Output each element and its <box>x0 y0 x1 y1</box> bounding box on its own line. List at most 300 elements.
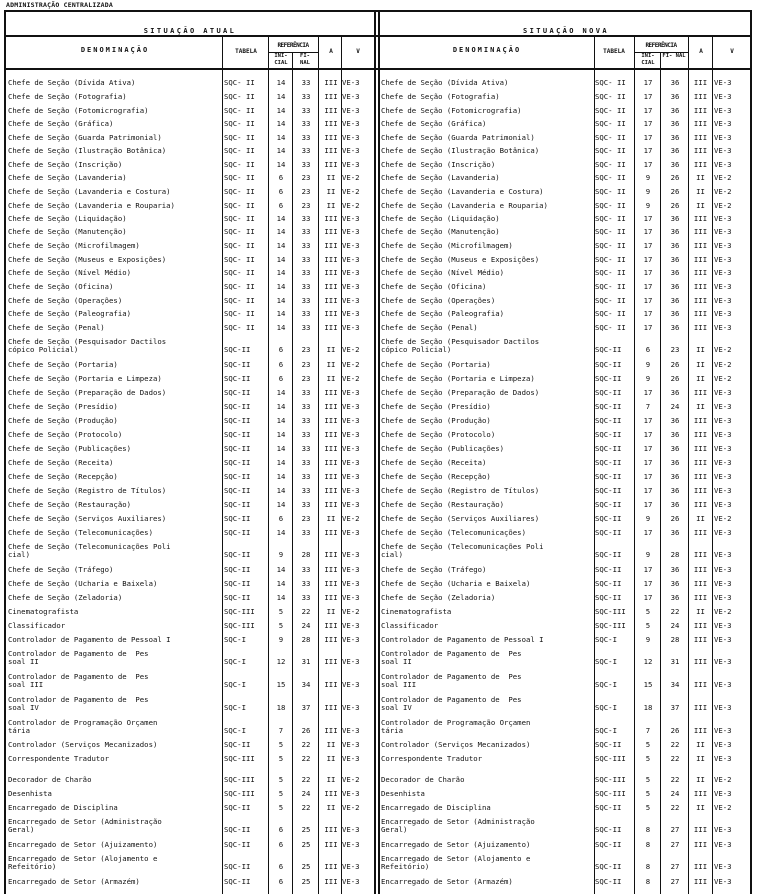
right-denominacao-cell: Decorador de Charão <box>381 775 465 784</box>
right-ref-final-cell: 27 <box>670 840 680 849</box>
right-tabela-cell: SQC-II <box>595 472 622 481</box>
left-a-cell: III <box>324 146 338 155</box>
left-denominacao-cell: Chefe de Seção (Nível Médio) <box>8 268 132 277</box>
right-ref-final-cell: 36 <box>670 458 680 467</box>
right-ref-inicial-cell: 15 <box>643 680 653 689</box>
left-v-cell: VE-3 <box>342 282 360 291</box>
left-tabela-cell: SQC- II <box>224 92 255 101</box>
left-ref-final-cell: 23 <box>301 374 311 383</box>
right-ref-final-cell: 22 <box>670 754 680 763</box>
right-a-cell: II <box>696 402 705 411</box>
left-tabela-cell: SQC-II <box>224 565 251 574</box>
column-rule <box>318 35 319 894</box>
left-tabela-cell: SQC-II <box>224 486 251 495</box>
left-ref-final-cell: 25 <box>301 862 311 871</box>
right-v-cell: VE-3 <box>714 565 732 574</box>
left-denominacao-cell: Encarregado de Setor (Armazém) <box>8 877 140 886</box>
left-ref-final-cell: 23 <box>301 360 311 369</box>
left-denominacao-cell: Controlador de Pagamento de Pes soal IV <box>8 695 149 712</box>
left-a-cell: III <box>324 255 338 264</box>
left-tabela-cell: SQC-II <box>224 740 251 749</box>
right-ref-inicial-cell: 8 <box>645 877 651 886</box>
right-ref-inicial-cell: 8 <box>645 862 651 871</box>
right-v-cell: VE-3 <box>714 106 732 115</box>
left-a-cell: III <box>324 565 338 574</box>
left-denominacao-cell: Chefe de Seção (Serviços Auxiliares) <box>8 514 167 523</box>
left-a-cell: II <box>326 754 336 763</box>
left-denominacao-cell: Chefe de Seção (Inscrição) <box>8 160 123 169</box>
right-v-cell: VE-3 <box>714 550 732 559</box>
right-tabela-cell: SQC-II <box>595 550 622 559</box>
left-tabela-cell: SQC-II <box>224 458 251 467</box>
right-tabela-cell: SQC-II <box>595 500 622 509</box>
right-tabela-cell: SQC-III <box>595 621 626 630</box>
left-tabela-cell: SQC-III <box>224 775 255 784</box>
left-ref-final-cell: 25 <box>301 840 311 849</box>
left-denominacao-cell: Chefe de Seção (Penal) <box>8 323 105 332</box>
left-denominacao-cell: Chefe de Seção (Tráfego) <box>8 565 114 574</box>
left-a-cell: III <box>324 388 338 397</box>
left-v-cell: VE-3 <box>342 133 360 142</box>
right-tabela-cell: SQC- II <box>595 106 626 115</box>
right-a-cell: II <box>696 740 705 749</box>
left-a-cell: II <box>326 374 336 383</box>
right-denominacao-cell: Encarregado de Setor (Alojamento e Refeitório) <box>381 854 531 871</box>
right-denominacao-cell: Encarregado de Setor (Administração Geral) <box>381 817 535 834</box>
left-a-cell: III <box>324 458 338 467</box>
left-ref-inicial-cell: 14 <box>276 323 286 332</box>
left-ref-final-cell: 24 <box>301 621 311 630</box>
left-denominacao-cell: Chefe de Seção (Portaria e Limpeza) <box>8 374 162 383</box>
left-ref-inicial-cell: 5 <box>278 789 284 798</box>
right-ref-inicial-cell: 17 <box>643 444 653 453</box>
left-tabela-cell: SQC- II <box>224 133 255 142</box>
right-tabela-cell: SQC-II <box>595 486 622 495</box>
right-ref-inicial-cell: 9 <box>645 550 651 559</box>
right-ref-inicial-cell: 17 <box>643 416 653 425</box>
left-denominacao-cell: Chefe de Seção (Dívida Ativa) <box>8 78 136 87</box>
right-tabela-cell: SQC-I <box>595 703 617 712</box>
right-ref-inicial-cell: 7 <box>645 402 651 411</box>
right-ref-final-cell: 36 <box>670 119 680 128</box>
left-tabela-cell: SQC- II <box>224 282 255 291</box>
right-ref-inicial-cell: 17 <box>643 528 653 537</box>
left-denominacao-cell: Chefe de Seção (Receita) <box>8 458 114 467</box>
left-denominacao-cell: Chefe de Seção (Restauração) <box>8 500 132 509</box>
right-a-cell: III <box>693 840 708 849</box>
right-v-cell: VE-3 <box>714 268 732 277</box>
right-ref-inicial-cell: 9 <box>645 360 651 369</box>
right-tabela-cell: SQC- II <box>595 282 626 291</box>
left-a-cell: III <box>324 268 338 277</box>
left-ref-final-cell: 33 <box>301 241 311 250</box>
section-title-right: SITUAÇÃO NOVA <box>523 27 609 35</box>
left-a-cell: III <box>324 500 338 509</box>
left-tabela-cell: SQC-II <box>224 550 251 559</box>
right-v-cell: VE-3 <box>714 388 732 397</box>
left-ref-inicial-cell: 6 <box>278 825 284 834</box>
left-a-cell: III <box>324 472 338 481</box>
left-denominacao-cell: Chefe de Seção (Recepção) <box>8 472 118 481</box>
left-v-cell: VE-3 <box>342 635 360 644</box>
right-tabela-cell: SQC-II <box>595 877 622 886</box>
left-ref-inicial-cell: 14 <box>276 416 286 425</box>
right-denominacao-cell: Controlador de Pagamento de Pes soal III <box>381 672 522 689</box>
left-tabela-cell: SQC-II <box>224 825 251 834</box>
right-denominacao-cell: Controlador de Programação Orçamen tária <box>381 718 531 735</box>
right-a-cell: III <box>693 550 708 559</box>
left-ref-inicial-cell: 14 <box>276 430 286 439</box>
left-denominacao-cell: Controlador (Serviços Mecanizados) <box>8 740 158 749</box>
right-v-cell: VE-3 <box>714 92 732 101</box>
left-ref-final-cell: 28 <box>301 550 311 559</box>
left-tabela-cell: SQC-II <box>224 528 251 537</box>
right-v-cell: VE-2 <box>714 775 732 784</box>
right-tabela-cell: SQC-II <box>595 402 622 411</box>
left-tabela-cell: SQC-II <box>224 877 251 886</box>
left-a-cell: II <box>326 607 336 616</box>
right-a-cell: III <box>693 416 708 425</box>
left-tabela-cell: SQC-II <box>224 514 251 523</box>
right-v-cell: VE-3 <box>714 593 732 602</box>
left-ref-final-cell: 33 <box>301 227 311 236</box>
right-ref-inicial-cell: 5 <box>645 607 651 616</box>
right-denominacao-cell: Chefe de Seção (Pesquisador Dactilos cópico Policial) <box>381 337 540 354</box>
right-a-cell: III <box>693 500 708 509</box>
right-v-cell: VE-3 <box>714 579 732 588</box>
right-denominacao-cell: Chefe de Seção (Zeladoria) <box>381 593 496 602</box>
right-tabela-cell: SQC-II <box>595 840 622 849</box>
left-tabela-cell: SQC- II <box>224 187 255 196</box>
left-denominacao-cell: Chefe de Seção (Operações) <box>8 296 123 305</box>
left-ref-inicial-cell: 14 <box>276 227 286 236</box>
right-a-cell: III <box>693 458 708 467</box>
right-ref-final-cell: 36 <box>670 416 680 425</box>
left-a-cell: III <box>324 296 338 305</box>
right-a-cell: III <box>693 282 708 291</box>
right-denominacao-cell: Controlador (Serviços Mecanizados) <box>381 740 531 749</box>
left-ref-final-cell: 33 <box>301 416 311 425</box>
right-ref-final-cell: 26 <box>670 374 680 383</box>
left-a-cell: III <box>324 214 338 223</box>
right-v-cell: VE-3 <box>714 528 732 537</box>
right-v-cell: VE-3 <box>714 430 732 439</box>
right-denominacao-cell: Chefe de Seção (Produção) <box>381 416 491 425</box>
left-v-cell: VE-3 <box>342 146 360 155</box>
right-denominacao-cell: Chefe de Seção (Telecomunicações) <box>381 528 526 537</box>
left-tabela-cell: SQC- II <box>224 255 255 264</box>
left-v-cell: VE-3 <box>342 268 360 277</box>
right-ref-inicial-cell: 18 <box>643 703 653 712</box>
right-a-cell: III <box>693 593 708 602</box>
right-ref-final-cell: 36 <box>670 309 680 318</box>
left-ref-final-cell: 33 <box>301 214 311 223</box>
left-ref-inicial-cell: 14 <box>276 528 286 537</box>
left-denominacao-cell: Encarregado de Setor (Alojamento e Refeitório) <box>8 854 158 871</box>
right-ref-final-cell: 36 <box>670 296 680 305</box>
left-v-cell: VE-2 <box>342 775 360 784</box>
right-v-cell: VE-3 <box>714 680 732 689</box>
right-v-cell: VE-3 <box>714 877 732 886</box>
left-tabela-cell: SQC-II <box>224 374 251 383</box>
left-v-cell: VE-2 <box>342 607 360 616</box>
right-a-cell: III <box>693 296 708 305</box>
left-a-cell: II <box>326 345 336 354</box>
right-tabela-cell: SQC-I <box>595 726 617 735</box>
right-ref-inicial-cell: 17 <box>643 92 653 101</box>
left-a-cell: III <box>324 680 338 689</box>
left-ref-final-cell: 33 <box>301 444 311 453</box>
left-a-cell: II <box>326 173 336 182</box>
left-tabela-cell: SQC-I <box>224 680 246 689</box>
right-v-cell: VE-2 <box>714 201 732 210</box>
left-a-cell: III <box>324 789 338 798</box>
document-title: ADMINISTRAÇÃO CENTRALIZADA <box>6 1 113 9</box>
left-v-cell: VE-3 <box>342 444 360 453</box>
right-v-cell: VE-3 <box>714 840 732 849</box>
right-a-cell: III <box>693 862 708 871</box>
right-v-cell: VE-3 <box>714 160 732 169</box>
left-ref-inicial-cell: 6 <box>278 374 284 383</box>
right-tabela-cell: SQC- II <box>595 255 626 264</box>
left-denominacao-cell: Correspondente Tradutor <box>8 754 110 763</box>
right-denominacao-cell: Chefe de Seção (Lavanderia) <box>381 173 500 182</box>
right-v-cell: VE-3 <box>714 789 732 798</box>
right-ref-inicial-cell: 17 <box>643 282 653 291</box>
left-denominacao-cell: Chefe de Seção (Telecomunicações Poli cial) <box>8 542 171 559</box>
left-v-cell: VE-2 <box>342 345 360 354</box>
left-tabela-cell: SQC- II <box>224 201 255 210</box>
right-ref-inicial-cell: 17 <box>643 146 653 155</box>
right-v-cell: VE-3 <box>714 486 732 495</box>
left-denominacao-cell: Chefe de Seção (Liquidação) <box>8 214 127 223</box>
left-a-cell: III <box>324 840 338 849</box>
left-ref-final-cell: 33 <box>301 78 311 87</box>
right-a-cell: II <box>696 374 705 383</box>
left-ref-inicial-cell: 5 <box>278 740 284 749</box>
right-tabela-cell: SQC- II <box>595 214 626 223</box>
right-ref-final-cell: 36 <box>670 106 680 115</box>
right-ref-final-cell: 36 <box>670 241 680 250</box>
left-a-cell: II <box>326 740 336 749</box>
left-a-cell: III <box>324 862 338 871</box>
right-a-cell: III <box>693 388 708 397</box>
left-a-cell: III <box>324 703 338 712</box>
left-ref-inicial-cell: 5 <box>278 775 284 784</box>
right-a-cell: III <box>693 268 708 277</box>
left-denominacao-cell: Chefe de Seção (Zeladoria) <box>8 593 123 602</box>
right-v-cell: VE-3 <box>714 214 732 223</box>
left-ref-inicial-cell: 9 <box>278 635 284 644</box>
right-v-cell: VE-3 <box>714 740 732 749</box>
right-denominacao-cell: Chefe de Seção (Ilustração Botânica) <box>381 146 540 155</box>
right-tabela-cell: SQC- II <box>595 323 626 332</box>
right-ref-inicial-cell: 17 <box>643 388 653 397</box>
right-ref-inicial-cell: 5 <box>645 740 651 749</box>
right-v-cell: VE-2 <box>714 514 732 523</box>
right-tabela-cell: SQC-I <box>595 680 617 689</box>
right-v-cell: VE-3 <box>714 402 732 411</box>
left-ref-final-cell: 33 <box>301 402 311 411</box>
left-v-cell: VE-2 <box>342 360 360 369</box>
right-tabela-cell: SQC-II <box>595 374 622 383</box>
right-tabela-cell: SQC-II <box>595 360 622 369</box>
left-ref-final-cell: 33 <box>301 106 311 115</box>
left-ref-final-cell: 23 <box>301 173 311 182</box>
left-denominacao-cell: Chefe de Seção (Pesquisador Dactilos cópico Policial) <box>8 337 167 354</box>
right-a-cell: II <box>696 187 705 196</box>
right-denominacao-cell: Chefe de Seção (Operações) <box>381 296 496 305</box>
right-denominacao-cell: Chefe de Seção (Inscrição) <box>381 160 496 169</box>
right-denominacao-cell: Chefe de Seção (Portaria e Limpeza) <box>381 374 535 383</box>
right-denominacao-cell: Chefe de Seção (Penal) <box>381 323 478 332</box>
right-denominacao-cell: Chefe de Seção (Lavanderia e Costura) <box>381 187 544 196</box>
right-denominacao-cell: Chefe de Seção (Liquidação) <box>381 214 500 223</box>
left-v-cell: VE-3 <box>342 877 360 886</box>
left-denominacao-cell: Cinematografista <box>8 607 79 616</box>
right-denominacao-cell: Cinematografista <box>381 607 452 616</box>
right-ref-inicial-cell: 17 <box>643 78 653 87</box>
left-v-cell: VE-3 <box>342 486 360 495</box>
right-ref-final-cell: 26 <box>670 201 680 210</box>
left-denominacao-cell: Chefe de Seção (Fotografia) <box>8 92 127 101</box>
right-a-cell: II <box>696 173 705 182</box>
right-ref-final-cell: 31 <box>670 657 680 666</box>
right-tabela-cell: SQC-II <box>595 593 622 602</box>
right-tabela-cell: SQC-III <box>595 607 626 616</box>
right-a-cell: II <box>696 775 705 784</box>
right-ref-inicial-cell: 17 <box>643 323 653 332</box>
right-ref-final-cell: 36 <box>670 78 680 87</box>
left-a-cell: III <box>324 160 338 169</box>
right-ref-inicial-cell: 17 <box>643 296 653 305</box>
right-denominacao-cell: Chefe de Seção (Serviços Auxiliares) <box>381 514 540 523</box>
left-denominacao-cell: Decorador de Charão <box>8 775 92 784</box>
left-denominacao-cell: Chefe de Seção (Produção) <box>8 416 118 425</box>
left-denominacao-cell: Controlador de Programação Orçamen tária <box>8 718 158 735</box>
right-ref-inicial-cell: 17 <box>643 268 653 277</box>
right-a-cell: III <box>693 214 708 223</box>
left-ref-final-cell: 22 <box>301 803 311 812</box>
right-tabela-cell: SQC- II <box>595 241 626 250</box>
right-ref-final-cell: 36 <box>670 160 680 169</box>
right-a-cell: III <box>693 680 708 689</box>
left-ref-final-cell: 33 <box>301 565 311 574</box>
left-tabela-cell: SQC- II <box>224 227 255 236</box>
left-denominacao-cell: Chefe de Seção (Lavanderia e Rouparia) <box>8 201 175 210</box>
left-a-cell: III <box>324 635 338 644</box>
right-a-cell: II <box>696 514 705 523</box>
right-v-cell: VE-3 <box>714 416 732 425</box>
left-ref-inicial-cell: 6 <box>278 840 284 849</box>
left-a-cell: II <box>326 775 336 784</box>
left-ref-inicial-cell: 14 <box>276 282 286 291</box>
left-a-cell: III <box>324 657 338 666</box>
right-v-cell: VE-3 <box>714 726 732 735</box>
right-ref-final-cell: 26 <box>670 514 680 523</box>
left-ref-inicial-cell: 14 <box>276 119 286 128</box>
left-a-cell: III <box>324 825 338 834</box>
right-denominacao-cell: Chefe de Seção (Recepção) <box>381 472 491 481</box>
left-tabela-cell: SQC-II <box>224 472 251 481</box>
left-ref-inicial-cell: 14 <box>276 593 286 602</box>
right-ref-final-cell: 36 <box>670 500 680 509</box>
right-v-cell: VE-3 <box>714 309 732 318</box>
right-a-cell: II <box>696 201 705 210</box>
left-a-cell: III <box>324 227 338 236</box>
left-ref-inicial-cell: 15 <box>276 680 286 689</box>
right-ref-final-cell: 36 <box>670 214 680 223</box>
left-a-cell: III <box>324 621 338 630</box>
left-ref-inicial-cell: 14 <box>276 146 286 155</box>
left-ref-final-cell: 33 <box>301 309 311 318</box>
right-tabela-cell: SQC- II <box>595 119 626 128</box>
left-a-cell: III <box>324 78 338 87</box>
right-denominacao-cell: Chefe de Seção (Nível Médio) <box>381 268 505 277</box>
left-ref-inicial-cell: 5 <box>278 754 284 763</box>
right-v-cell: VE-3 <box>714 862 732 871</box>
left-denominacao-cell: Controlador de Pagamento de Pes soal III <box>8 672 149 689</box>
left-ref-final-cell: 33 <box>301 528 311 537</box>
left-denominacao-cell: Chefe de Seção (Paleografia) <box>8 309 132 318</box>
column-rule <box>268 35 269 894</box>
col-header-v-left: V <box>356 48 360 55</box>
left-v-cell: VE-3 <box>342 255 360 264</box>
left-ref-inicial-cell: 14 <box>276 255 286 264</box>
right-denominacao-cell: Chefe de Seção (Portaria) <box>381 360 491 369</box>
right-tabela-cell: SQC- II <box>595 201 626 210</box>
left-a-cell: III <box>324 309 338 318</box>
right-ref-final-cell: 24 <box>670 621 680 630</box>
left-tabela-cell: SQC-III <box>224 754 255 763</box>
right-ref-final-cell: 22 <box>670 775 680 784</box>
left-denominacao-cell: Desenhista <box>8 789 52 798</box>
right-denominacao-cell: Chefe de Seção (Presídio) <box>381 402 491 411</box>
left-denominacao-cell: Chefe de Seção (Museus e Exposições) <box>8 255 167 264</box>
column-rule <box>660 53 661 894</box>
right-ref-final-cell: 36 <box>670 486 680 495</box>
col-header-final-left: FI- NAL <box>300 53 310 66</box>
right-ref-final-cell: 26 <box>670 173 680 182</box>
right-v-cell: VE-3 <box>714 133 732 142</box>
right-denominacao-cell: Classificador <box>381 621 439 630</box>
left-ref-inicial-cell: 18 <box>276 703 286 712</box>
left-a-cell: II <box>326 187 336 196</box>
right-tabela-cell: SQC- II <box>595 173 626 182</box>
right-denominacao-cell: Correspondente Tradutor <box>381 754 483 763</box>
col-header-tabela-right: TABELA <box>603 48 625 55</box>
left-ref-inicial-cell: 5 <box>278 607 284 616</box>
left-v-cell: VE-3 <box>342 214 360 223</box>
right-v-cell: VE-3 <box>714 500 732 509</box>
left-tabela-cell: SQC-III <box>224 607 255 616</box>
right-ref-final-cell: 36 <box>670 472 680 481</box>
left-tabela-cell: SQC- II <box>224 160 255 169</box>
right-ref-inicial-cell: 5 <box>645 621 651 630</box>
left-tabela-cell: SQC- II <box>224 241 255 250</box>
right-ref-inicial-cell: 5 <box>645 803 651 812</box>
right-v-cell: VE-2 <box>714 187 732 196</box>
col-header-denominacao-left: DENOMINAÇÃO <box>80 46 150 54</box>
left-a-cell: III <box>324 282 338 291</box>
right-a-cell: III <box>693 579 708 588</box>
left-ref-final-cell: 22 <box>301 740 311 749</box>
right-ref-inicial-cell: 17 <box>643 214 653 223</box>
right-v-cell: VE-3 <box>714 703 732 712</box>
left-v-cell: VE-3 <box>342 680 360 689</box>
left-denominacao-cell: Chefe de Seção (Registro de Títulos) <box>8 486 167 495</box>
right-a-cell: III <box>693 106 708 115</box>
